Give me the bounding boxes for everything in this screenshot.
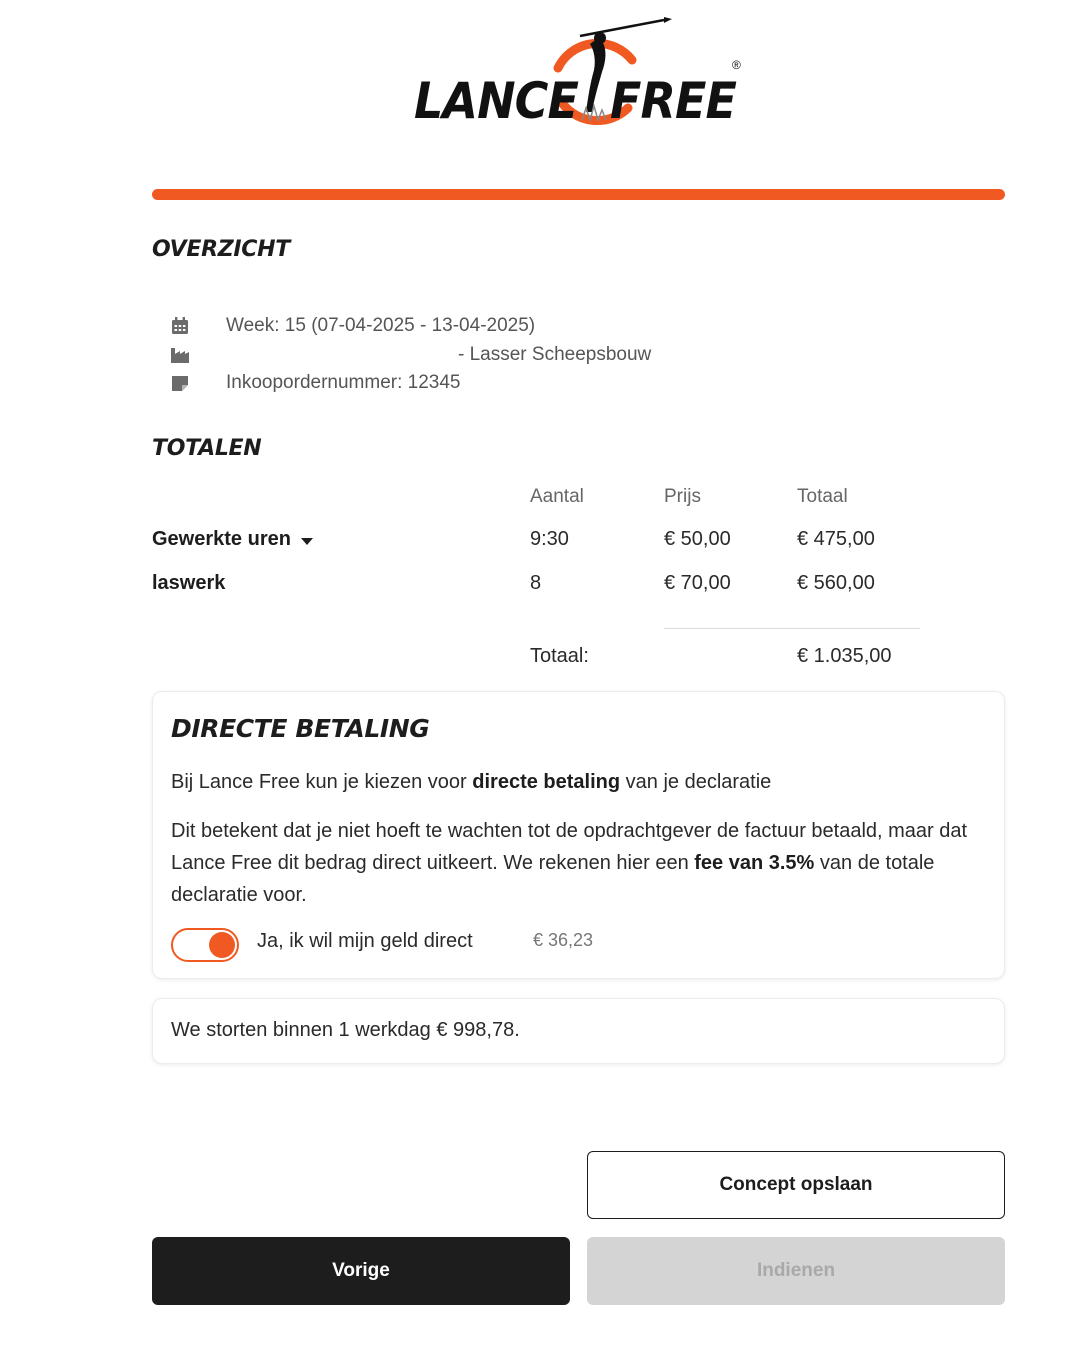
note-icon: [170, 373, 190, 393]
row-label: laswerk: [152, 572, 226, 594]
cell-aantal: 9:30: [530, 528, 569, 550]
save-concept-button[interactable]: Concept opslaan: [587, 1151, 1005, 1219]
direct-payment-card: [152, 691, 1005, 979]
po-text: Inkoopordernummer: 12345: [226, 372, 461, 393]
fee-amount: € 36,23: [533, 930, 594, 950]
progress-bar: [152, 189, 1005, 200]
toggle-knob: [209, 932, 235, 958]
cell-totaal: € 560,00: [797, 572, 875, 594]
row-label: Gewerkte uren: [152, 528, 291, 550]
week-text: Week: 15 (07-04-2025 - 13-04-2025): [226, 315, 536, 336]
submit-button[interactable]: Indienen: [587, 1237, 1005, 1305]
direct-payment-title: DIRECTE BETALING: [171, 714, 430, 743]
cell-aantal: 8: [530, 572, 542, 594]
row-laswerk: [152, 572, 225, 595]
direct-payment-body: Dit betekent dat je niet hoeft te wachten tot de opdrachtgever de factuur betaald, maar dat Lance Free dit bedrag direct uitkeert. We rekenen hier een fee van 3.5% van de totale declaratie voor.: [171, 820, 968, 906]
column-header-totaal: Totaal: [797, 486, 848, 507]
caret-down-icon: [301, 538, 313, 545]
cell-prijs: € 70,00: [664, 572, 731, 594]
grand-total-label: Totaal:: [530, 645, 589, 667]
lance-free-logo: [410, 16, 750, 134]
cell-totaal: € 475,00: [797, 528, 875, 550]
calendar-icon: [170, 316, 190, 336]
previous-button[interactable]: Vorige: [152, 1237, 570, 1305]
po-info: [170, 370, 461, 396]
payout-note-card: [152, 998, 1005, 1064]
logo-text-lance: LANCE: [414, 72, 579, 130]
totals-divider: [664, 628, 920, 629]
direct-payment-toggle[interactable]: [171, 928, 239, 962]
factory-icon: [170, 345, 190, 365]
row-gewerkte-uren-toggle[interactable]: [152, 528, 313, 551]
totals-title: TOTALEN: [152, 436, 262, 461]
payout-note: We storten binnen 1 werkdag € 998,78.: [171, 1019, 520, 1041]
grand-total-value: € 1.035,00: [797, 645, 892, 667]
week-info: [170, 313, 536, 339]
client-info: [170, 342, 652, 368]
direct-payment-intro: Bij Lance Free kun je kiezen voor directe betaling van je declaratie: [171, 771, 772, 793]
cell-prijs: € 50,00: [664, 528, 731, 550]
direct-payment-toggle-label[interactable]: Ja, ik wil mijn geld direct: [257, 930, 473, 952]
column-header-prijs: Prijs: [664, 486, 701, 507]
client-text: - Lasser Scheepsbouw: [458, 344, 652, 365]
registered-mark: ®: [732, 58, 741, 72]
overview-title: OVERZICHT: [152, 237, 290, 262]
logo-text-free: FREE: [610, 72, 737, 130]
column-header-aantal: Aantal: [530, 486, 584, 507]
